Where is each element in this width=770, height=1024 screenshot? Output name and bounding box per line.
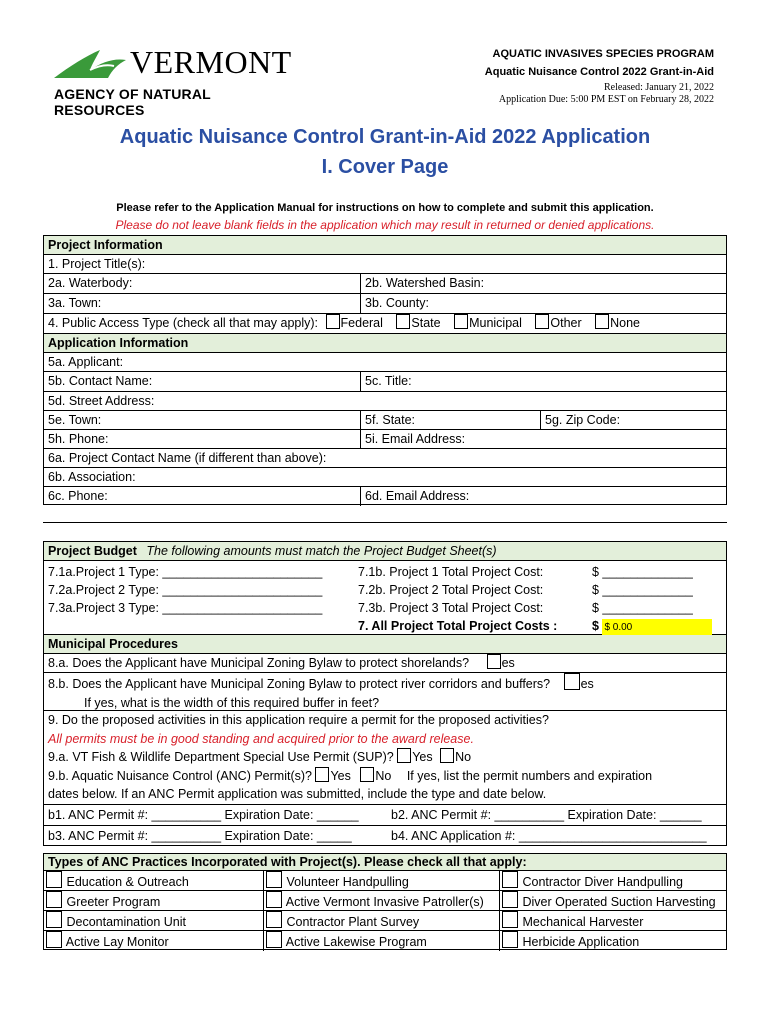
vermont-logo: [52, 44, 292, 118]
access-type-label: 4. Public Access Type (check all that may apply):: [48, 316, 319, 330]
alt-contact-row[interactable]: [44, 449, 726, 468]
zip-field[interactable]: [540, 411, 726, 429]
practice-label: Greeter Program: [66, 895, 161, 909]
practice-checkbox[interactable]: [502, 891, 518, 908]
project1-cost-label: 7.1b. Project 1 Total Project Cost:: [358, 565, 544, 579]
q9b-yes-label: Yes: [330, 768, 351, 783]
federal-label: Federal: [340, 316, 383, 330]
practice-checkbox[interactable]: [46, 931, 62, 948]
practice-label: Education & Outreach: [66, 875, 189, 889]
q8a-row: [44, 654, 726, 673]
watershed-field[interactable]: [360, 274, 726, 293]
email-label: 5i. Email Address:: [365, 432, 466, 446]
practice-option[interactable]: [499, 871, 726, 890]
other-label: Other: [550, 316, 582, 330]
q8b-yes-label: es: [580, 677, 594, 691]
section-divider: [43, 522, 727, 523]
town-field[interactable]: [44, 294, 360, 313]
association-label: 6b. Association:: [48, 470, 136, 484]
association-row[interactable]: [44, 468, 726, 487]
q8a-yes-checkbox[interactable]: [487, 654, 501, 669]
practice-row-3: [44, 911, 726, 931]
phone-field[interactable]: [44, 430, 360, 448]
phone2-label: 6c. Phone:: [48, 489, 108, 503]
practice-option[interactable]: [263, 911, 499, 930]
total-cost-label: 7. All Project Total Project Costs :: [358, 619, 558, 633]
q8a-yes-label: es: [501, 656, 515, 670]
section-header-budget: [44, 542, 726, 561]
permit-row-2: [44, 826, 726, 847]
anc-permit-b2[interactable]: b2. ANC Permit #: __________ Expiration Date: ______: [391, 808, 702, 822]
waterbody-label: 2a. Waterbody:: [48, 276, 133, 290]
practice-checkbox[interactable]: [502, 931, 518, 948]
watershed-label: 2b. Watershed Basin:: [365, 276, 485, 290]
anc-application-b4[interactable]: b4. ANC Application #: ___________________________: [391, 829, 707, 843]
project3-type[interactable]: 7.3a.Project 3 Type: _______________________: [48, 601, 323, 615]
phone2-field[interactable]: [44, 487, 360, 506]
phone-email-row: [44, 430, 726, 449]
practice-option[interactable]: [263, 871, 499, 890]
q8b-yes-checkbox[interactable]: [564, 673, 580, 690]
release-date: Released: January 21, 2022: [604, 82, 714, 93]
project1-cost-field[interactable]: $ _____________: [592, 565, 693, 579]
q8b-followup: If yes, what is the width of this required buffer in feet?: [84, 696, 380, 710]
contact-row: [44, 372, 726, 392]
program-name: AQUATIC INVASIVES SPECIES PROGRAM: [492, 48, 714, 60]
grant-name: Aquatic Nuisance Control 2022 Grant-in-Aid: [484, 66, 714, 78]
none-checkbox[interactable]: [595, 314, 609, 329]
project2-type[interactable]: 7.2a.Project 2 Type: _______________________: [48, 583, 323, 597]
project2-cost-field[interactable]: $ _____________: [592, 583, 693, 597]
q9a-label: 9.a. VT Fish & Wildlife Department Special Use Permit (SUP)?: [48, 750, 394, 764]
county-field[interactable]: [360, 294, 726, 313]
q9b-line: [48, 767, 726, 786]
practice-option[interactable]: [44, 871, 263, 890]
municipal-checkbox[interactable]: [454, 314, 468, 329]
phone2-email2-row: [44, 487, 726, 506]
anc-permit-b1[interactable]: b1. ANC Permit #: __________ Expiration Date: ______: [48, 808, 359, 822]
practice-label: Active Vermont Invasive Patroller(s): [285, 895, 484, 909]
waterbody-field[interactable]: [44, 274, 360, 293]
logo-wordmark: VERMONT: [130, 44, 292, 80]
practice-option[interactable]: [499, 891, 726, 910]
project-info-table: [43, 235, 727, 505]
practice-label: Herbicide Application: [522, 935, 640, 949]
email-field[interactable]: [360, 430, 726, 448]
total-cost-value: $ 0.00: [602, 619, 712, 638]
practice-label: Diver Operated Suction Harvesting: [522, 895, 716, 909]
q9a-line: [48, 748, 726, 767]
practice-row-2: [44, 891, 726, 911]
q9a-yes-label: Yes: [412, 750, 433, 764]
practice-option[interactable]: [263, 891, 499, 910]
q9-label: 9. Do the proposed activities in this application require a permit for the proposed activities?: [48, 713, 549, 727]
project-title-row[interactable]: [44, 255, 726, 274]
town-row: [44, 294, 726, 314]
practice-checkbox[interactable]: [502, 871, 518, 888]
practice-option[interactable]: [44, 911, 263, 930]
q9b-no-checkbox[interactable]: [360, 767, 374, 782]
q9b-yes-checkbox[interactable]: [315, 767, 329, 782]
contact-title-field[interactable]: [360, 372, 726, 391]
total-dollar-sign: $: [592, 619, 599, 633]
section-title: Project Budget: [48, 544, 137, 558]
due-date: Application Due: 5:00 PM EST on February 28, 2022: [498, 94, 714, 105]
practice-label: Mechanical Harvester: [522, 915, 644, 929]
applicant-label: 5a. Applicant:: [48, 355, 124, 369]
app-state-field[interactable]: [360, 411, 540, 429]
practice-label: Contractor Diver Handpulling: [522, 875, 683, 889]
email2-field[interactable]: [360, 487, 726, 506]
practice-checkbox[interactable]: [266, 891, 282, 908]
permit-row-1: [44, 805, 726, 826]
practice-label: Active Lay Monitor: [65, 935, 169, 949]
county-label: 3b. County:: [365, 296, 429, 310]
other-checkbox[interactable]: [535, 314, 549, 329]
mountain-logo-icon: [52, 46, 142, 82]
state-label: State: [411, 316, 441, 330]
practices-table: [43, 853, 727, 950]
town-state-zip-row: [44, 411, 726, 430]
page-subtitle: I. Cover Page: [321, 156, 449, 178]
project1-type[interactable]: 7.1a.Project 1 Type: _______________________: [48, 565, 323, 579]
contact-title-label: 5c. Title:: [365, 374, 412, 388]
access-type-row: [44, 314, 726, 334]
anc-permit-b3[interactable]: b3. ANC Permit #: __________ Expiration Date: _____: [48, 829, 352, 843]
q8b-label: 8.b. Does the Applicant have Municipal Zoning Bylaw to protect river corridors and buffers?: [48, 677, 551, 691]
email2-label: 6d. Email Address:: [365, 489, 470, 503]
q9b-no-label: No: [375, 768, 392, 783]
warning-text: Please do not leave blank fields in the application which may result in returned or denied applications.: [115, 218, 655, 232]
practice-checkbox[interactable]: [46, 871, 62, 888]
section-header-practices: [44, 854, 726, 871]
q9a-yes-checkbox[interactable]: [397, 748, 411, 763]
section-header-project: [44, 236, 726, 255]
practice-checkbox[interactable]: [266, 871, 282, 888]
practice-checkbox[interactable]: [46, 911, 62, 928]
section-title: Municipal Procedures: [48, 637, 178, 651]
practice-label: Decontamination Unit: [66, 915, 186, 929]
street-row[interactable]: [44, 392, 726, 411]
federal-checkbox[interactable]: [326, 314, 340, 329]
phone-label: 5h. Phone:: [48, 432, 109, 446]
practice-row-1: [44, 871, 726, 891]
section-header-municipal: [44, 635, 726, 654]
contact-name-field[interactable]: [44, 372, 360, 391]
practice-label: Volunteer Handpulling: [286, 875, 409, 889]
page-title: Aquatic Nuisance Control Grant-in-Aid 2022 Application: [119, 126, 651, 148]
app-town-label: 5e. Town:: [48, 413, 102, 427]
q8b-row: [44, 673, 726, 711]
practice-option[interactable]: [44, 891, 263, 910]
section-title: Application Information: [48, 336, 189, 350]
budget-table: [43, 541, 727, 846]
budget-note: The following amounts must match the Project Budget Sheet(s): [146, 544, 497, 558]
q9a-no-label: No: [455, 750, 472, 764]
section-title: Project Information: [48, 238, 163, 252]
zip-label: 5g. Zip Code:: [545, 413, 621, 427]
alt-contact-label: 6a. Project Contact Name (if different than above):: [48, 451, 327, 465]
practice-option[interactable]: [499, 911, 726, 930]
practice-option[interactable]: [263, 931, 499, 951]
project3-cost-label: 7.3b. Project 3 Total Project Cost:: [358, 601, 544, 615]
instructions-text: Please refer to the Application Manual for instructions on how to complete and submit this application.: [116, 202, 654, 214]
practice-checkbox[interactable]: [266, 911, 282, 928]
street-label: 5d. Street Address:: [48, 394, 155, 408]
q9b-line2: dates below. If an ANC Permit application was submitted, include the type and date below.: [48, 787, 547, 801]
section-header-application: [44, 334, 726, 353]
app-town-field[interactable]: [44, 411, 360, 429]
project-title-label: 1. Project Title(s):: [48, 257, 146, 271]
none-label: None: [610, 316, 641, 330]
q9a-no-checkbox[interactable]: [440, 748, 454, 763]
contact-name-label: 5b. Contact Name:: [48, 374, 153, 388]
q9-row: [44, 711, 726, 805]
state-checkbox[interactable]: [396, 314, 410, 329]
q8a-label: 8.a. Does the Applicant have Municipal Zoning Bylaw to protect shorelands?: [48, 656, 470, 670]
practice-row-4: [44, 931, 726, 951]
budget-lines: [44, 561, 726, 635]
practice-option[interactable]: [499, 931, 726, 951]
app-state-label: 5f. State:: [365, 413, 416, 427]
municipal-label: Municipal: [469, 316, 522, 330]
waterbody-row: [44, 274, 726, 294]
q9b-tail: If yes, list the permit numbers and expiration: [406, 768, 653, 783]
town-label: 3a. Town:: [48, 296, 102, 310]
q9-note: All permits must be in good standing and acquired prior to the award release.: [48, 731, 474, 746]
project3-cost-field[interactable]: $ _____________: [592, 601, 693, 615]
practice-checkbox[interactable]: [46, 891, 62, 908]
q9b-label: 9.b. Aquatic Nuisance Control (ANC) Permit(s)?: [48, 768, 312, 783]
agency-name: AGENCY OF NATURAL RESOURCES: [54, 86, 211, 118]
practice-label: Active Lakewise Program: [285, 935, 427, 949]
practice-label: Contractor Plant Survey: [286, 915, 420, 929]
section-title: Types of ANC Practices Incorporated with Project(s). Please check all that apply:: [48, 855, 527, 869]
practice-option[interactable]: [44, 931, 263, 951]
project2-cost-label: 7.2b. Project 2 Total Project Cost:: [358, 583, 544, 597]
practice-checkbox[interactable]: [502, 911, 518, 928]
practice-checkbox[interactable]: [266, 931, 282, 948]
applicant-row[interactable]: [44, 353, 726, 372]
